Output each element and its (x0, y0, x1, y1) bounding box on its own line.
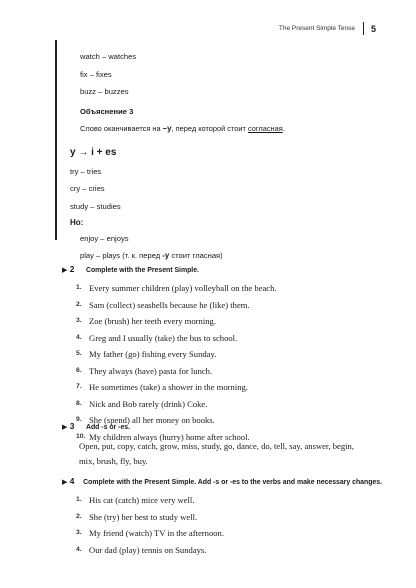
but-example: enjoy – enjoys (80, 234, 129, 243)
explanation-title: Объяснение 3 (80, 106, 134, 116)
ies-example: cry – cries (70, 184, 105, 193)
play-arrow-icon: ▶ (62, 479, 68, 486)
es-example: watch – watches (80, 52, 137, 61)
exercise-number: ▶ 4 (62, 476, 75, 486)
header-divider (363, 22, 364, 35)
word-list: Open, put, copy, catch, grow, miss, study, go, dance, do, tell, say, answer, begin, mix, brush, fly, buy. (79, 441, 354, 466)
exercise-heading (62, 264, 382, 274)
explanation-text: Слово оканчивается на –y, перед которой стоит согласная. (80, 123, 285, 133)
exercise-4 (62, 476, 382, 558)
exercise-item: 7. He sometimes (take) a shower in the morning. (76, 382, 248, 392)
es-example: buzz – buzzes (80, 87, 129, 96)
exercise-item: 6. They always (have) pasta for lunch. (76, 365, 213, 376)
exercise-item: 2. Sam (collect) seashells because he (like) them. (76, 299, 250, 310)
exercise-instruction: Complete with the Present Simple. Add -s or -es to the verbs and make necessary changes. (83, 479, 382, 486)
explanation-y: –y (162, 123, 172, 133)
exercise-heading (62, 421, 382, 431)
exercise-instruction: Add -s or -es. (86, 424, 131, 431)
exercise-item: 8. Nick and Bob rarely (drink) Coke. (76, 398, 208, 409)
play-arrow-icon: ▶ (62, 267, 68, 274)
running-title: The Present Simple Tense (278, 25, 355, 32)
rule-formula: y → i + es (70, 146, 117, 158)
exercise-item: 9. She (spend) all her money on books. (76, 415, 215, 425)
exercise-3 (62, 421, 382, 469)
explanation-underlined: согласная (247, 123, 283, 133)
ies-example: try – tries (70, 166, 102, 176)
es-example: fix – fixes (80, 69, 112, 79)
grammar-box (70, 48, 370, 264)
ies-example: study – studies (70, 201, 121, 211)
exercise-2 (62, 264, 382, 445)
exercise-item: 5. My father (go) fishing every Sunday. (76, 349, 217, 359)
but-example: play – plays (т. к. перед -y стоит гласная) (80, 251, 223, 260)
exercise-item: 4. Greg and I usually (take) the bus to school. (76, 332, 238, 343)
play-arrow-icon: ▶ (62, 424, 68, 431)
exercise-item: 1. His cat (catch) mice very well. (76, 495, 195, 505)
exercise-item: 10. My children always (hurry) home after school. (76, 431, 250, 442)
exercise-item: 3. My friend (watch) TV in the afternoon. (76, 528, 224, 538)
exercise-item: 2. She (try) her best to study well. (76, 511, 198, 522)
exercise-number: ▶ 3 (62, 421, 75, 431)
exercise-list (62, 492, 382, 558)
but-example-y: -y (162, 251, 170, 260)
exercise-heading (62, 476, 382, 486)
but-label: Но: (70, 218, 84, 227)
exercise-number: ▶ 2 (62, 264, 75, 274)
running-header (279, 22, 376, 35)
exercise-item: 4. Our dad (play) tennis on Sundays. (76, 544, 207, 555)
exercise-instruction: Complete with the Present Simple. (86, 267, 199, 274)
grammar-side-rule (55, 40, 57, 240)
exercise-item: 1. Every summer children (play) volleyball on the beach. (76, 283, 277, 293)
page-number: 5 (370, 23, 376, 34)
exercise-item: 3. Zoe (brush) her teeth every morning. (76, 316, 216, 326)
